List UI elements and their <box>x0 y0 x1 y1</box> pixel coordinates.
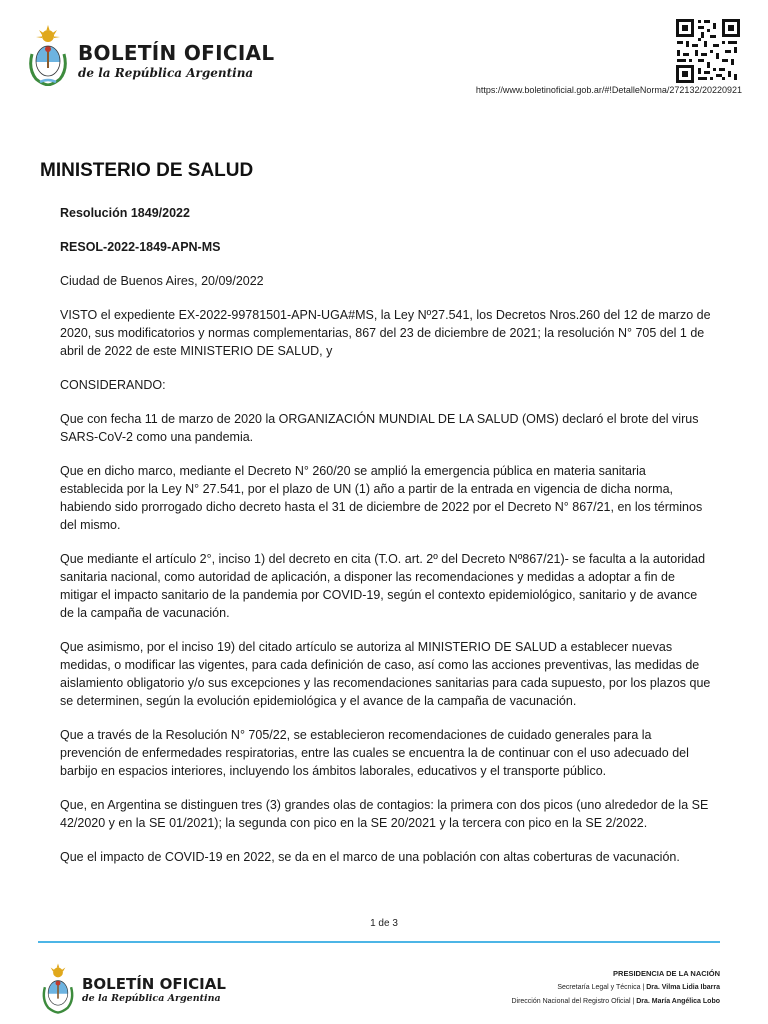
page-header <box>0 0 768 110</box>
argentina-coat-of-arms-icon <box>26 24 70 86</box>
footer-divider <box>38 941 720 943</box>
document-url[interactable]: https://www.boletinoficial.gob.ar/#!DetalleNorma/272132/20220921 <box>475 85 742 95</box>
document-body <box>60 204 712 882</box>
place-date: Ciudad de Buenos Aires, 20/09/2022 <box>60 274 264 288</box>
ministry-title: MINISTERIO DE SALUD <box>40 160 254 181</box>
paragraph: Que, en Argentina se distinguen tres (3) grandes olas de contagios: la primera con dos picos (uno alrededor de la SE 42/2020 y en la SE 01/2021); la segunda con pico en la SE 20/2021 y la tercera con pico en la SE 2/2022. <box>60 798 709 830</box>
credit-prefix: Dirección Nacional del Registro Oficial | <box>511 998 637 1005</box>
brand-title: BOLETÍN OFICIAL <box>78 41 275 65</box>
paragraph: CONSIDERANDO: <box>60 378 166 392</box>
footer-credit-line <box>511 995 720 1009</box>
footer-credit-line <box>511 981 720 995</box>
qr-code-icon <box>674 17 742 85</box>
resolution-number: Resolución 1849/2022 <box>60 206 190 220</box>
paragraph: Que con fecha 11 de marzo de 2020 la ORGANIZACIÓN MUNDIAL DE LA SALUD (OMS) declaró el brote del virus SARS-CoV-2 como una pandemia. <box>60 412 699 444</box>
resolution-code: RESOL-2022-1849-APN-MS <box>60 240 221 254</box>
paragraph: Que asimismo, por el inciso 19) del citado artículo se autoriza al MINISTERIO DE SALUD a establecer nuevas medidas, o modificar las vigentes, para cada definición de caso, así como las acciones preventivas, las medidas de aislamiento obligatorio y/o sus excepciones y las recomendaciones sanitarias para cada supuesto, por los plazos que se determinen, según la evolución epidemiológica y el avance de la campaña de vacunación. <box>60 640 711 708</box>
credit-name: Dra. Vilma Lidia Ibarra <box>646 984 720 991</box>
argentina-coat-of-arms-icon <box>40 962 76 1014</box>
page-footer <box>0 950 768 1024</box>
brand-subtitle: de la República Argentina <box>78 66 254 80</box>
paragraph: Que mediante el artículo 2°, inciso 1) del decreto en cita (T.O. art. 2º del Decreto Nº867/21)- se faculta a la autoridad sanitaria nacional, como autoridad de aplicación, a disponer las recomendaciones y medidas a adoptar a fin de mitigar el impacto sanitario de la pandemia por COVID-19, según el contexto epidemiológico, sanitario y de avance de la campaña de vacunación. <box>60 552 706 620</box>
paragraph: VISTO el expediente EX-2022-99781501-APN-UGA#MS, la Ley Nº27.541, los Decretos Nros.260 del 12 de marzo de 2020, sus modificatorios y normas complementarias, 867 del 23 de diciembre de 2021; la resolución N° 705 del 1 de abril de 2022 de este MINISTERIO DE SALUD, y <box>60 308 711 358</box>
footer-credits <box>511 967 720 1009</box>
paragraph: Que el impacto de COVID-19 en 2022, se da en el marco de una población con altas coberturas de vacunación. <box>60 850 680 864</box>
page-number: 1 de 3 <box>370 918 398 929</box>
credit-name: Dra. María Angélica Lobo <box>636 998 720 1005</box>
paragraph: Que en dicho marco, mediante el Decreto N° 260/20 se amplió la emergencia pública en materia sanitaria establecida por la Ley N° 27.541, por el plazo de UN (1) año a partir de la entrada en vigencia de dicha norma, habiendo sido prorrogado dicho decreto hasta el 31 de diciembre de 2022 por el Decreto N° 867/21, en los términos del mismo. <box>60 464 703 532</box>
presidency-label: PRESIDENCIA DE LA NACIÓN <box>613 969 720 978</box>
footer-brand-subtitle: de la República Argentina <box>82 993 221 1004</box>
footer-brand-title: BOLETÍN OFICIAL <box>82 975 226 993</box>
credit-prefix: Secretaría Legal y Técnica | <box>557 984 647 991</box>
paragraph: Que a través de la Resolución N° 705/22, se establecieron recomendaciones de cuidado generales para la prevención de enfermedades respiratorias, entre las cuales se encuentra la de continuar con el uso adecuado del barbijo en espacios interiores, incluyendo los ámbitos laborales, educativos y el transporte público. <box>60 728 689 778</box>
